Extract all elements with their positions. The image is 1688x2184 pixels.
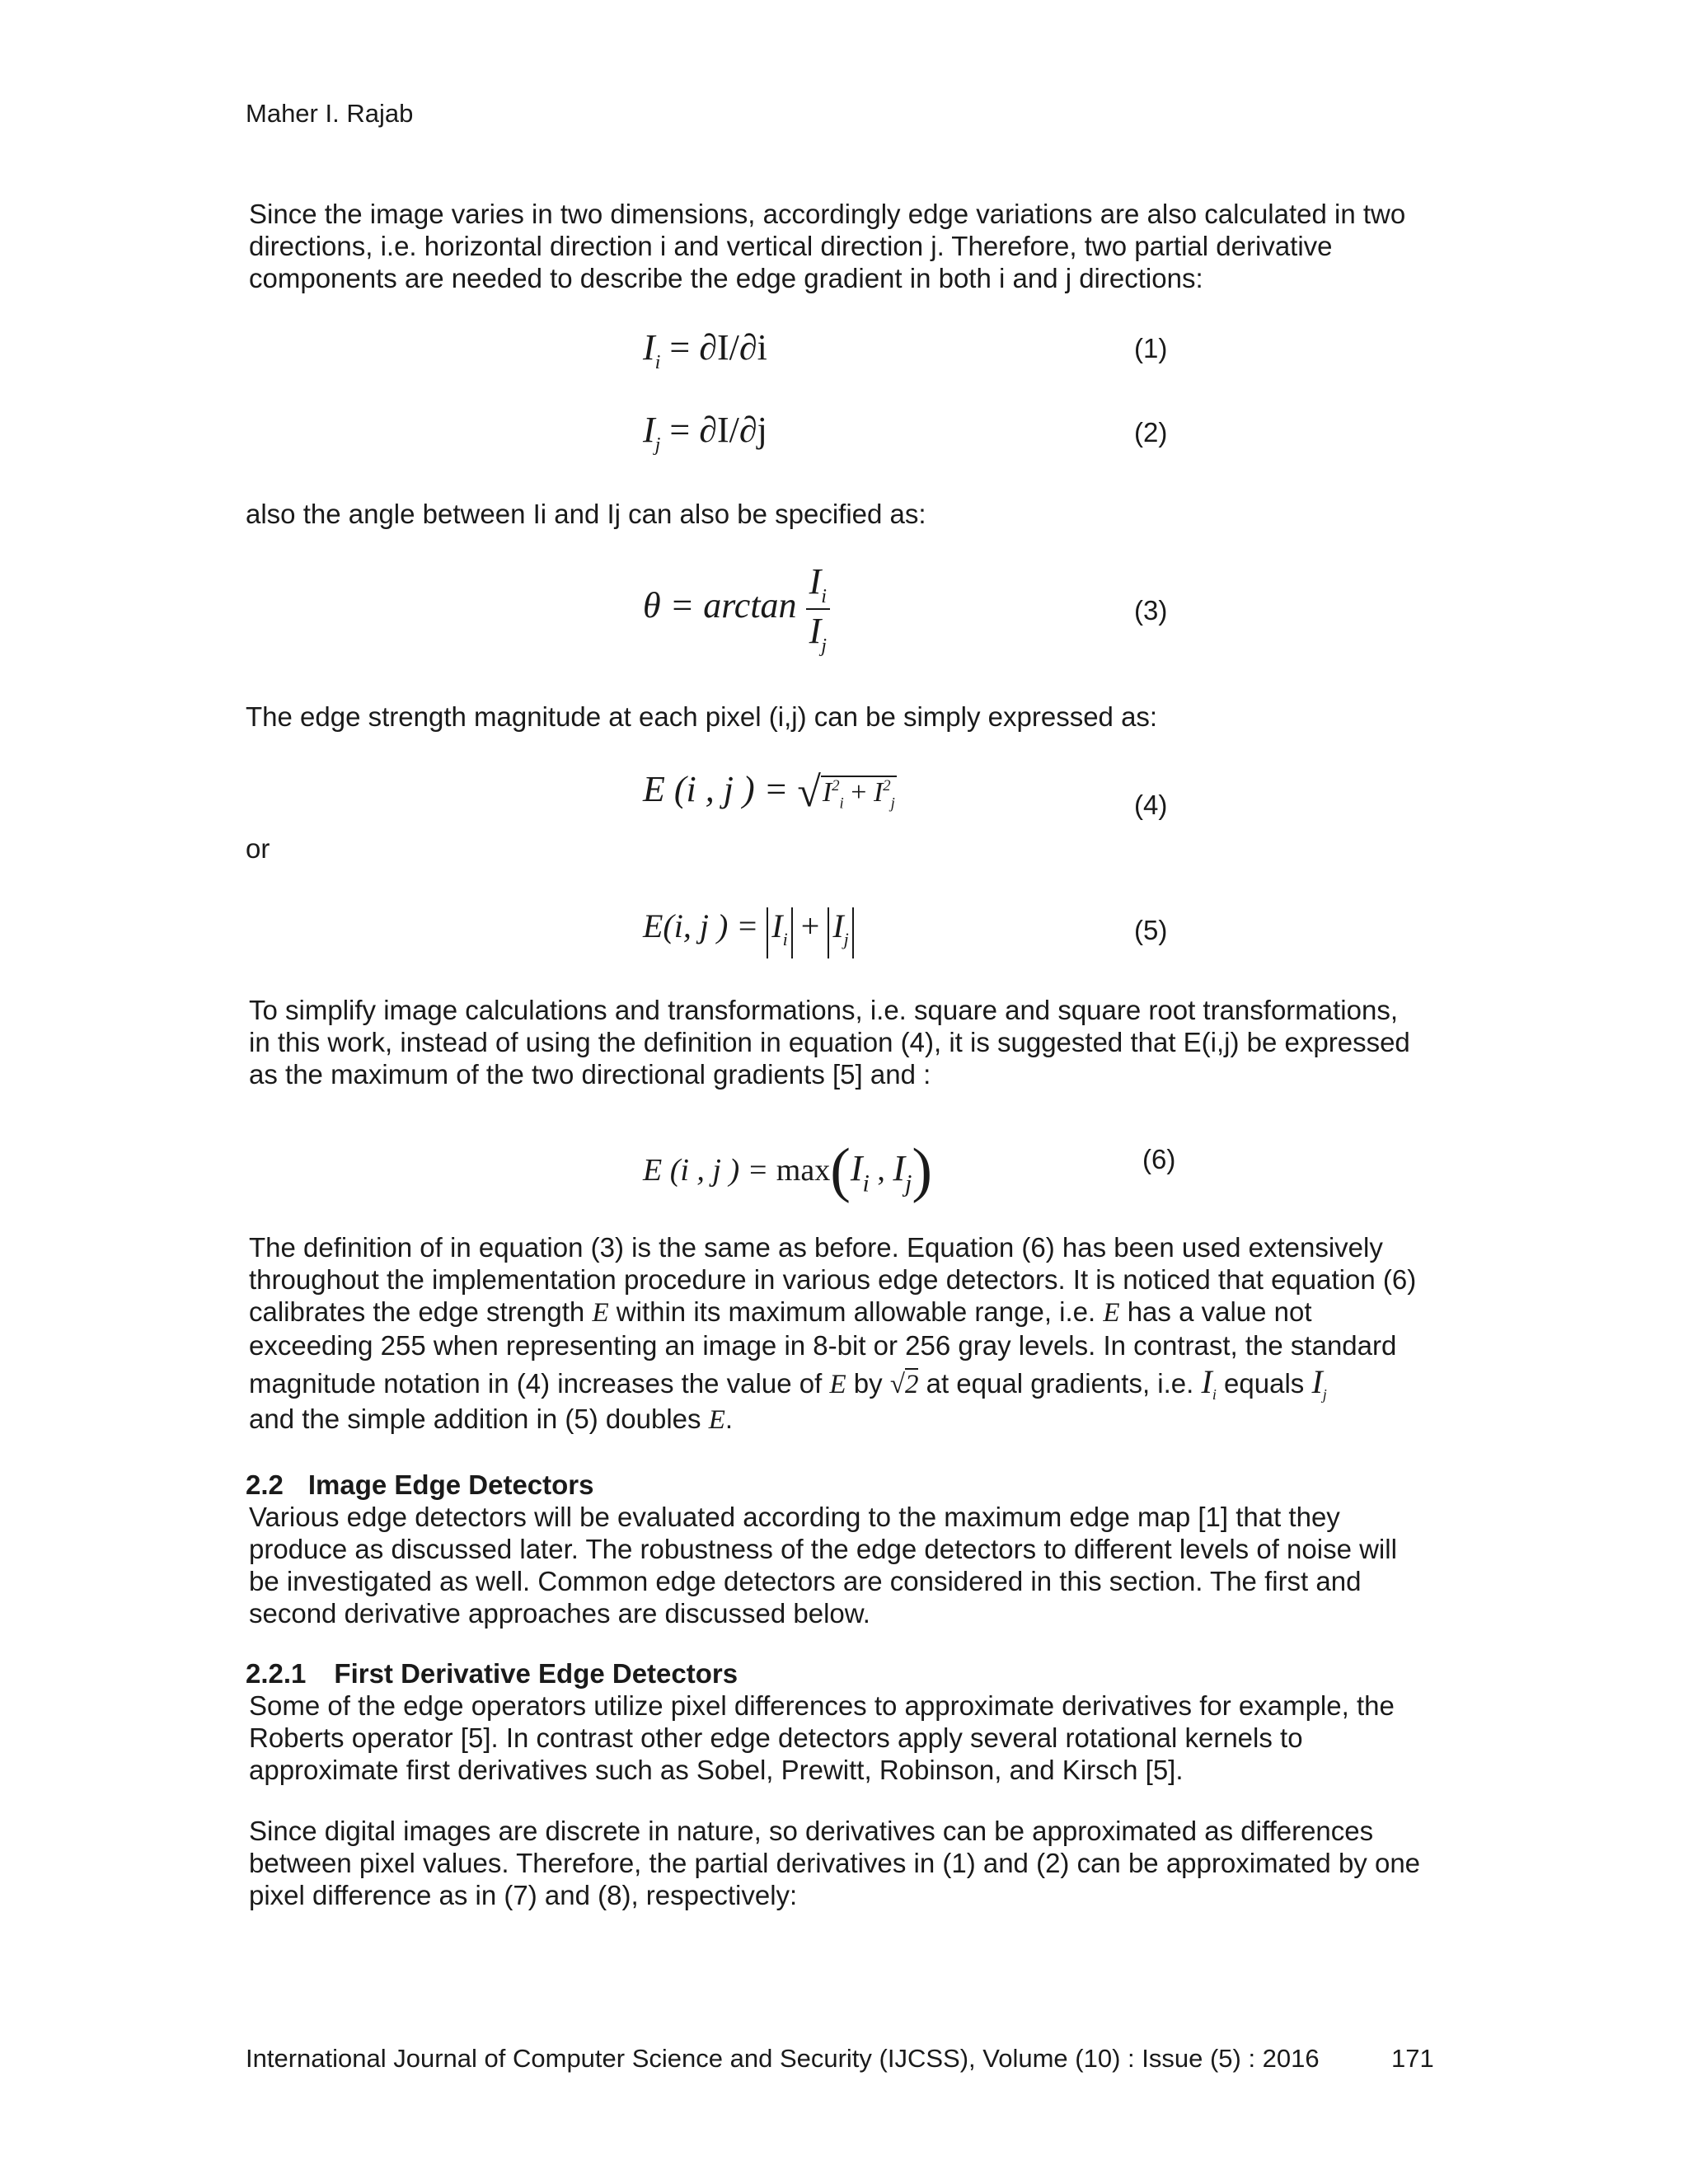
footer-journal: International Journal of Computer Science and Security (IJCSS), Volume (10) : Issue (5) : 2016 [246, 2044, 1320, 2073]
text-line: exceeding 255 when representing an image in 8-bit or 256 gray levels. In contrast, the standard [249, 1330, 1397, 1361]
eq3-numerator [806, 560, 830, 610]
math-E: E [592, 1298, 609, 1328]
eq5-b-sub: j [843, 928, 849, 949]
equation-4 [643, 768, 897, 817]
eq4-plus: + [851, 777, 867, 808]
running-header-author: Maher I. Rajab [246, 99, 414, 128]
equation-5 [643, 907, 854, 958]
eq6-right-paren: ) [912, 1137, 933, 1204]
eq6-a-sub: i [862, 1169, 870, 1197]
text-span: magnitude notation in (4) increases the value of [249, 1368, 830, 1399]
equation-3-number: (3) [1134, 595, 1168, 626]
math-I: I [1201, 1363, 1212, 1400]
footer-page-number: 171 [1391, 2044, 1434, 2073]
text-line [249, 1403, 1446, 1436]
section-heading-2-2 [246, 1469, 594, 1501]
text-line: in this work, instead of using the definition in equation (4), it is suggested that E(i,j) be expressed [249, 1027, 1410, 1057]
eq4-t1-sub: i [839, 794, 844, 813]
section-title: Image Edge Detectors [307, 1469, 594, 1500]
eq5-abs-b [828, 907, 853, 958]
eq3-denominator [806, 610, 830, 658]
text-span: at equal gradients, i.e. [918, 1368, 1202, 1399]
math-E: E [1103, 1298, 1120, 1328]
math-sub: i [1212, 1386, 1217, 1404]
text-span: equals [1216, 1368, 1312, 1399]
eq5-plus: + [800, 907, 820, 944]
section-title: First Derivative Edge Detectors [334, 1658, 738, 1689]
text-line [249, 1361, 1446, 1403]
section-2-2-1-paragraph [249, 1690, 1446, 1786]
text-span: . [724, 1404, 734, 1434]
eq4-radicand [821, 776, 897, 813]
eq1-lhs: I [643, 327, 655, 368]
eq3-fraction [806, 560, 830, 658]
text-line: Various edge detectors will be evaluated according to the maximum edge map [1] that they [249, 1502, 1340, 1532]
eq6-left-paren: ( [830, 1137, 851, 1204]
eq2-rhs: = ∂I/∂j [669, 410, 767, 450]
text-line: Roberts operator [5]. In contrast other edge detectors apply several rotational kernels to [249, 1722, 1303, 1753]
section-number: 2.2.1 [246, 1658, 307, 1689]
or-text: or [246, 833, 270, 864]
derivative-approx-paragraph [249, 1815, 1446, 1911]
text-line: throughout the implementation procedure in various edge detectors. It is noticed that equation (6) [249, 1264, 1417, 1295]
sqrt-icon: √ [797, 769, 821, 816]
eq6-b-sub: j [905, 1169, 912, 1197]
eq3-den-sub: j [821, 634, 827, 657]
eq5-a: I [771, 907, 783, 944]
text-span: within its maximum allowable range, i.e. [608, 1296, 1104, 1327]
eq5-lhs: E(i, j ) = [643, 907, 759, 944]
section-heading-2-2-1 [246, 1657, 738, 1690]
eq3-den-I: I [809, 610, 822, 651]
text-line [249, 1296, 1446, 1329]
eq5-b: I [832, 907, 844, 944]
eq4-t2-sub: j [890, 794, 895, 813]
equation-1 [643, 326, 767, 374]
text-line: be investigated as well. Common edge detectors are considered in this section. The first and [249, 1566, 1362, 1596]
angle-intro-text: also the angle between Ii and Ij can also be specified as: [246, 499, 926, 529]
equation-6 [643, 1136, 932, 1206]
eq3-num-sub: i [821, 584, 827, 607]
text-line: components are needed to describe the edge gradient in both i and j directions: [249, 263, 1203, 293]
eq6-a: I [850, 1148, 863, 1188]
equation-2 [643, 409, 767, 457]
eq6-b: I [893, 1148, 906, 1188]
eq6-lhs: E (i , j ) = [643, 1153, 769, 1188]
text-line: directions, i.e. horizontal direction i and vertical direction j. Therefore, two partial derivative [249, 231, 1333, 261]
text-line: between pixel values. Therefore, the partial derivatives in (1) and (2) can be approximated by one [249, 1848, 1421, 1878]
math-I: I [1311, 1363, 1323, 1400]
text-line: The definition of in equation (3) is the same as before. Equation (6) has been used extensively [249, 1232, 1383, 1263]
text-span: and the simple addition in (5) doubles [249, 1404, 709, 1434]
eq4-t1-sup: 2 [832, 776, 840, 794]
math-sub: j [1322, 1386, 1327, 1404]
text-line: produce as discussed later. The robustness of the edge detectors to different levels of noise will [249, 1534, 1397, 1564]
eq4-t2-sup: 2 [883, 776, 891, 794]
text-span: by [846, 1368, 890, 1399]
definition-paragraph [249, 1231, 1446, 1436]
text-line: approximate first derivatives such as Sobel, Prewitt, Robinson, and Kirsch [5]. [249, 1755, 1184, 1785]
text-line: as the maximum of the two directional gradients [5] and : [249, 1059, 931, 1090]
text-line: Since digital images are discrete in nature, so derivatives can be approximated as differences [249, 1816, 1374, 1846]
equation-4-number: (4) [1134, 790, 1168, 820]
equation-6-number: (6) [1142, 1144, 1176, 1174]
eq5-a-sub: i [782, 928, 788, 949]
sqrt-icon: √ [889, 1370, 905, 1399]
math-E: E [708, 1405, 725, 1435]
eq1-sub: i [654, 350, 661, 373]
eq6-comma: , [877, 1153, 885, 1188]
equation-3 [643, 560, 830, 658]
text-span: calibrates the edge strength [249, 1296, 593, 1327]
eq5-abs-a [767, 907, 792, 958]
sqrt-radicand: 2 [904, 1370, 919, 1399]
section-number: 2.2 [246, 1469, 284, 1500]
magnitude-intro-text: The edge strength magnitude at each pixel (i,j) can be simply expressed as: [246, 701, 1158, 732]
section-2-2-paragraph [249, 1501, 1446, 1629]
text-line: pixel difference as in (7) and (8), respectively: [249, 1880, 798, 1910]
text-line: Since the image varies in two dimensions, accordingly edge variations are also calculated in two [249, 199, 1406, 229]
text-line: To simplify image calculations and transformations, i.e. square and square root transformations, [249, 995, 1399, 1025]
eq3-num-I: I [809, 561, 822, 602]
eq4-t2: I [873, 777, 884, 808]
equation-5-number: (5) [1134, 915, 1168, 945]
eq6-max: max [776, 1153, 831, 1188]
eq4-lhs: E (i , j ) = [643, 769, 789, 809]
math-E: E [829, 1370, 846, 1399]
text-line: second derivative approaches are discussed below. [249, 1598, 870, 1629]
eq3-theta-arctan: θ = arctan [643, 584, 797, 626]
text-span: has a value not [1119, 1296, 1312, 1327]
text-line: Some of the edge operators utilize pixel differences to approximate derivatives for example, the [249, 1690, 1395, 1721]
equation-2-number: (2) [1134, 417, 1168, 448]
eq1-rhs: = ∂I/∂i [669, 327, 767, 368]
simplify-paragraph [249, 994, 1446, 1090]
eq2-lhs: I [643, 410, 655, 450]
eq4-t1: I [822, 777, 832, 808]
eq2-sub: j [654, 433, 661, 456]
equation-1-number: (1) [1134, 333, 1168, 363]
intro-paragraph [249, 198, 1446, 294]
